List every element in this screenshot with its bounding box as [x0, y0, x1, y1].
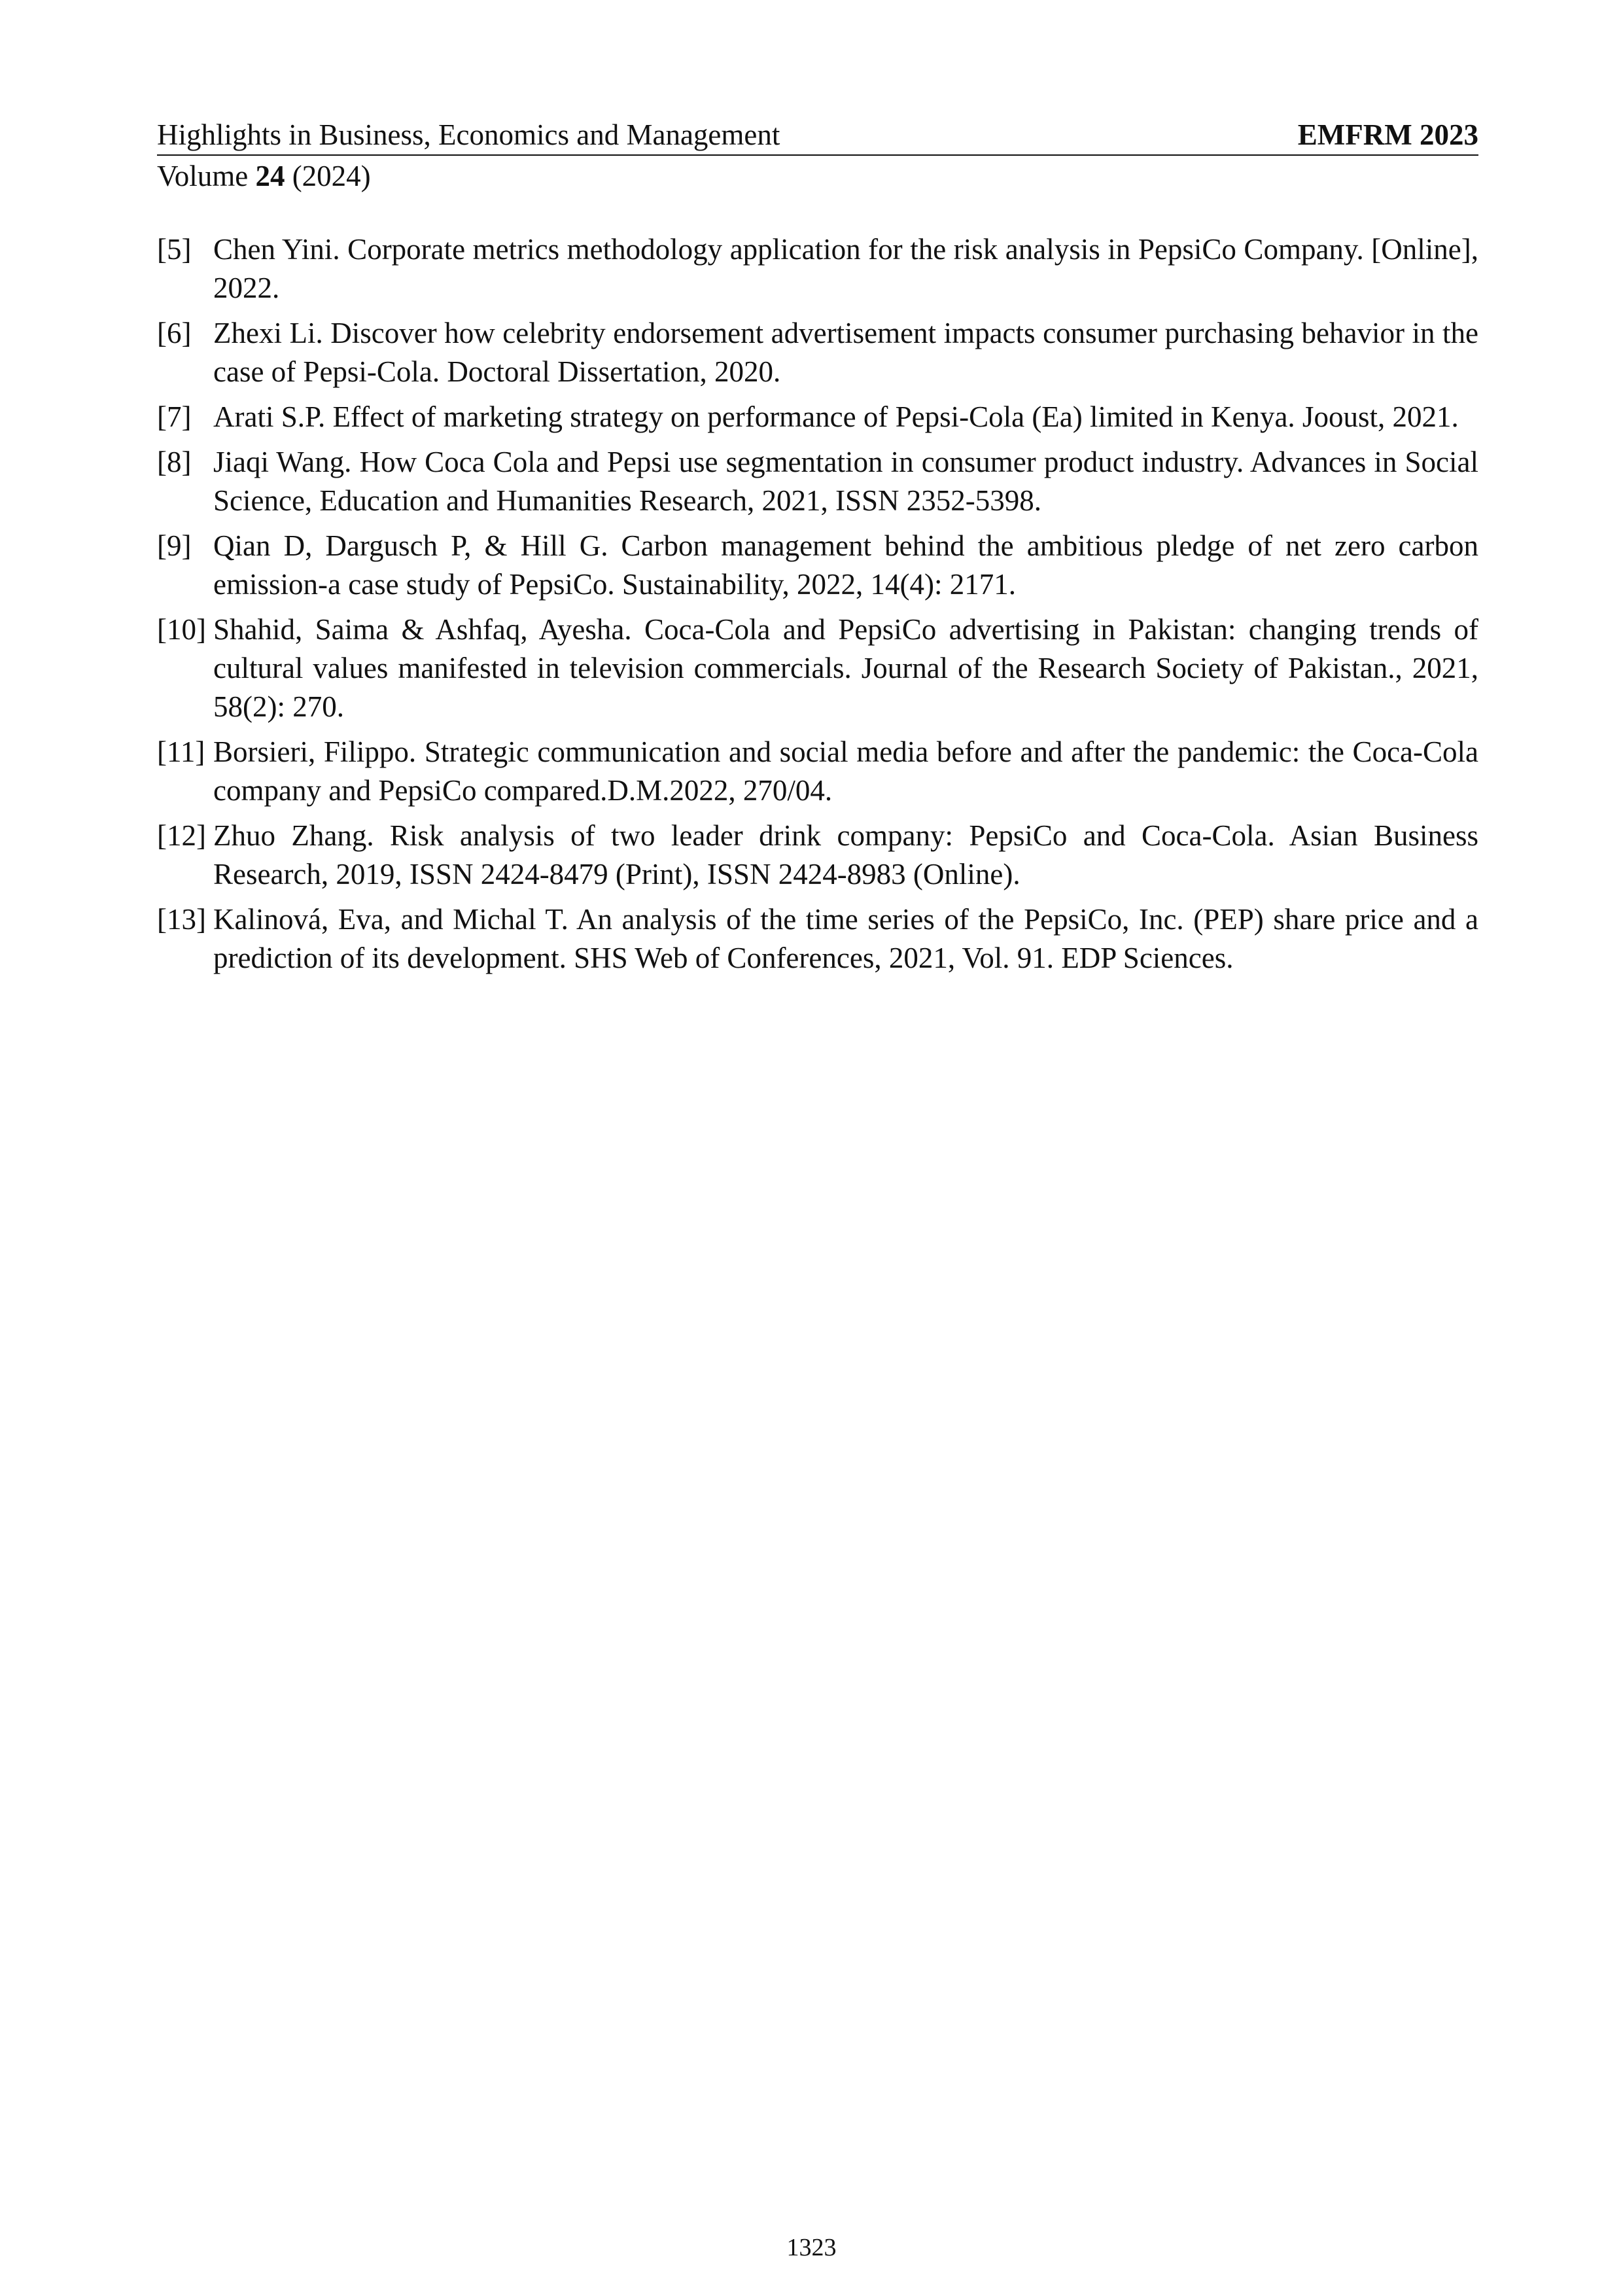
reference-number: [13]: [157, 903, 206, 936]
reference-item: [157, 733, 1478, 810]
reference-text: Shahid, Saima & Ashfaq, Ayesha. Coca-Cola and PepsiCo advertising in Pakistan: changing trends of cultural values manifested in television commercials. Journal of the Research Society of Pakistan., 2021, 58(2): 270.: [213, 613, 1478, 723]
reference-number: [8]: [157, 446, 192, 478]
reference-number: [5]: [157, 233, 192, 266]
reference-number: [10]: [157, 613, 206, 646]
reference-item: [157, 398, 1478, 436]
reference-text: Qian D, Dargusch P, & Hill G. Carbon management behind the ambitious pledge of net zero carbon emission-a case study of PepsiCo. Sustainability, 2022, 14(4): 2171.: [213, 529, 1478, 601]
volume-label: Volume: [157, 160, 249, 192]
reference-item: [157, 314, 1478, 391]
reference-item: [157, 527, 1478, 604]
reference-item: [157, 900, 1478, 978]
volume-year: (2024): [292, 160, 371, 192]
reference-text: Zhexi Li. Discover how celebrity endorsement advertisement impacts consumer purchasing behavior in the case of Pepsi-Cola. Doctoral Dissertation, 2020.: [213, 317, 1478, 388]
reference-text: Kalinová, Eva, and Michal T. An analysis of the time series of the PepsiCo, Inc. (PEP) share price and a prediction of its development. SHS Web of Conferences, 2021, Vol. 91. EDP Sciences.: [213, 903, 1478, 974]
reference-item: [157, 443, 1478, 520]
reference-number: [9]: [157, 529, 192, 562]
reference-item: [157, 610, 1478, 726]
reference-item: [157, 817, 1478, 894]
reference-text: Jiaqi Wang. How Coca Cola and Pepsi use segmentation in consumer product industry. Advances in Social Science, Education and Humanities Research, 2021, ISSN 2352-5398.: [213, 446, 1478, 517]
page-number: 1323: [786, 2234, 837, 2261]
conference-name: EMFRM 2023: [1297, 118, 1478, 151]
reference-text: Borsieri, Filippo. Strategic communication and social media before and after the pandemic: the Coca-Cola company and PepsiCo compared.D.M.2022, 270/04.: [213, 735, 1478, 807]
reference-number: [6]: [157, 317, 192, 349]
journal-title: Highlights in Business, Economics and Management: [157, 118, 780, 151]
header-row: [157, 116, 1478, 156]
volume-line: [157, 157, 1478, 195]
reference-list: [157, 230, 1478, 984]
reference-text: Chen Yini. Corporate metrics methodology application for the risk analysis in PepsiCo Company. [Online], 2022.: [213, 233, 1478, 304]
reference-item: [157, 230, 1478, 308]
reference-number: [7]: [157, 400, 192, 433]
reference-number: [12]: [157, 819, 206, 852]
reference-text: Zhuo Zhang. Risk analysis of two leader drink company: PepsiCo and Coca-Cola. Asian Business Research, 2019, ISSN 2424-8479 (Print), ISSN 2424-8983 (Online).: [213, 819, 1478, 891]
reference-number: [11]: [157, 735, 205, 768]
reference-text: Arati S.P. Effect of marketing strategy on performance of Pepsi-Cola (Ea) limited in Kenya. Jooust, 2021.: [213, 400, 1459, 433]
volume-number: 24: [255, 160, 285, 192]
page-header: [157, 116, 1478, 195]
